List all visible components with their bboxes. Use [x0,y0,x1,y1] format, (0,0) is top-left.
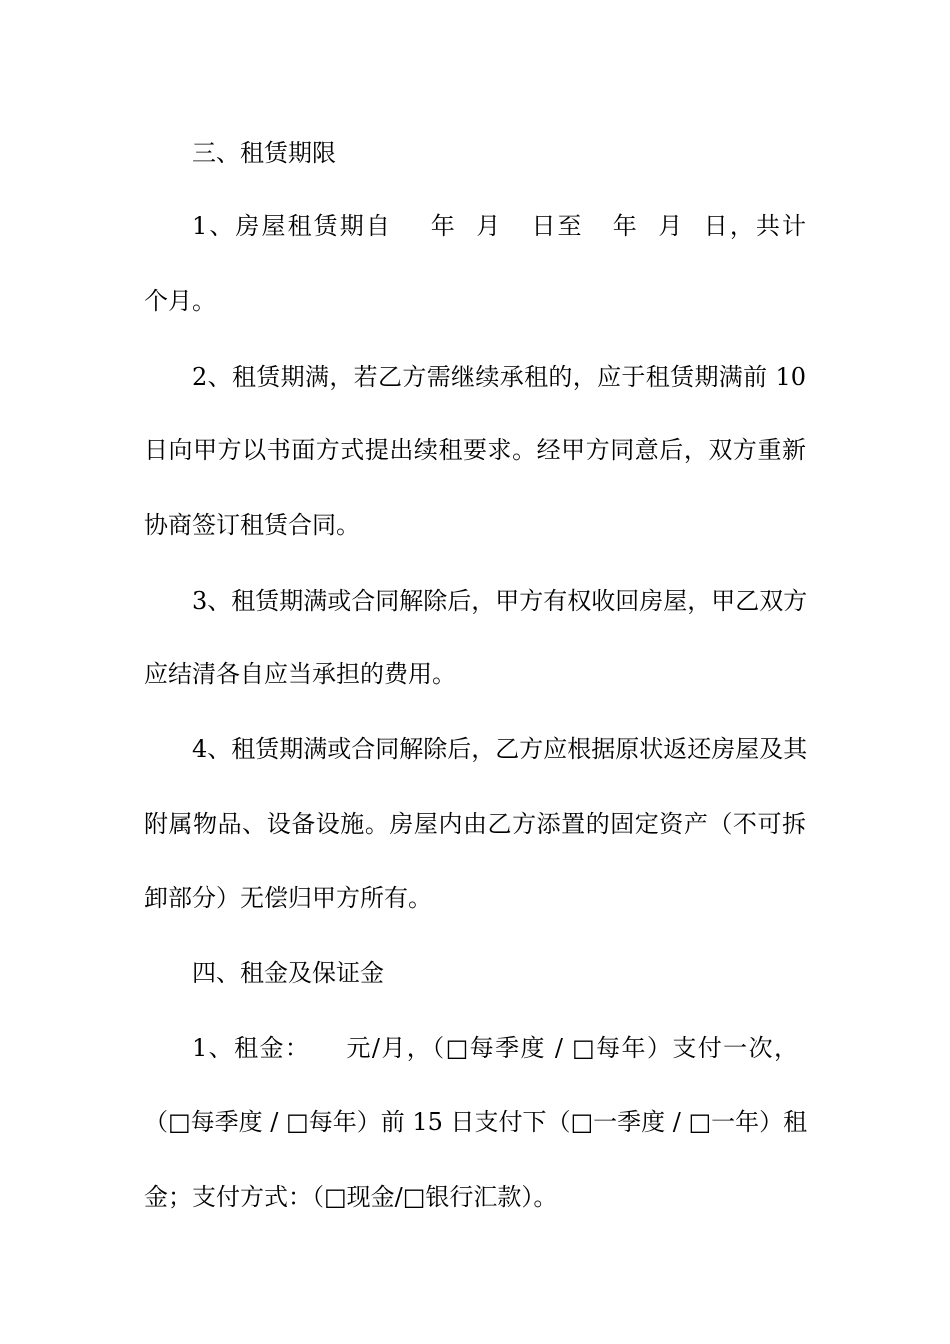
lease-term-item-2-line-3: 协商签订租赁合同。 [144,511,360,539]
lease-term-item-2-line-2: 日向甲方以书面方式提出续租要求。经甲方同意后，双方重新 [144,436,806,464]
lease-term-item-3-line-1: 3、租赁期满或合同解除后，甲方有权收回房屋，甲乙双方 [192,587,808,615]
lease-term-item-4-line-3: 卸部分）无偿归甲方所有。 [144,884,432,912]
lease-term-item-1-line-2: 个月。 [144,287,216,315]
lease-term-item-1-line-1: 1、房屋租赁期自 年 月 日至 年 月 日，共计 [192,212,806,240]
lease-term-item-4-line-2: 附属物品、设备设施。房屋内由乙方添置的固定资产（不可拆 [144,810,806,838]
lease-term-item-3-line-2: 应结清各自应当承担的费用。 [144,660,456,688]
rent-item-1-line-1: 1、租金： 元/月，（□每季度 / □每年）支付一次， [192,1034,798,1062]
lease-term-item-2-line-1: 2、租赁期满，若乙方需继续承租的，应于租赁期满前 10 [192,363,806,391]
section-heading-rent-deposit: 四、租金及保证金 [192,959,384,987]
rent-item-1-line-3: 金；支付方式：（□现金/□银行汇款）。 [144,1183,558,1211]
rent-item-1-line-2: （□每季度 / □每年）前 15 日支付下（□一季度 / □一年）租 [144,1108,808,1136]
lease-term-item-4-line-1: 4、租赁期满或合同解除后，乙方应根据原状返还房屋及其 [192,735,808,763]
section-heading-lease-term: 三、租赁期限 [192,139,336,167]
